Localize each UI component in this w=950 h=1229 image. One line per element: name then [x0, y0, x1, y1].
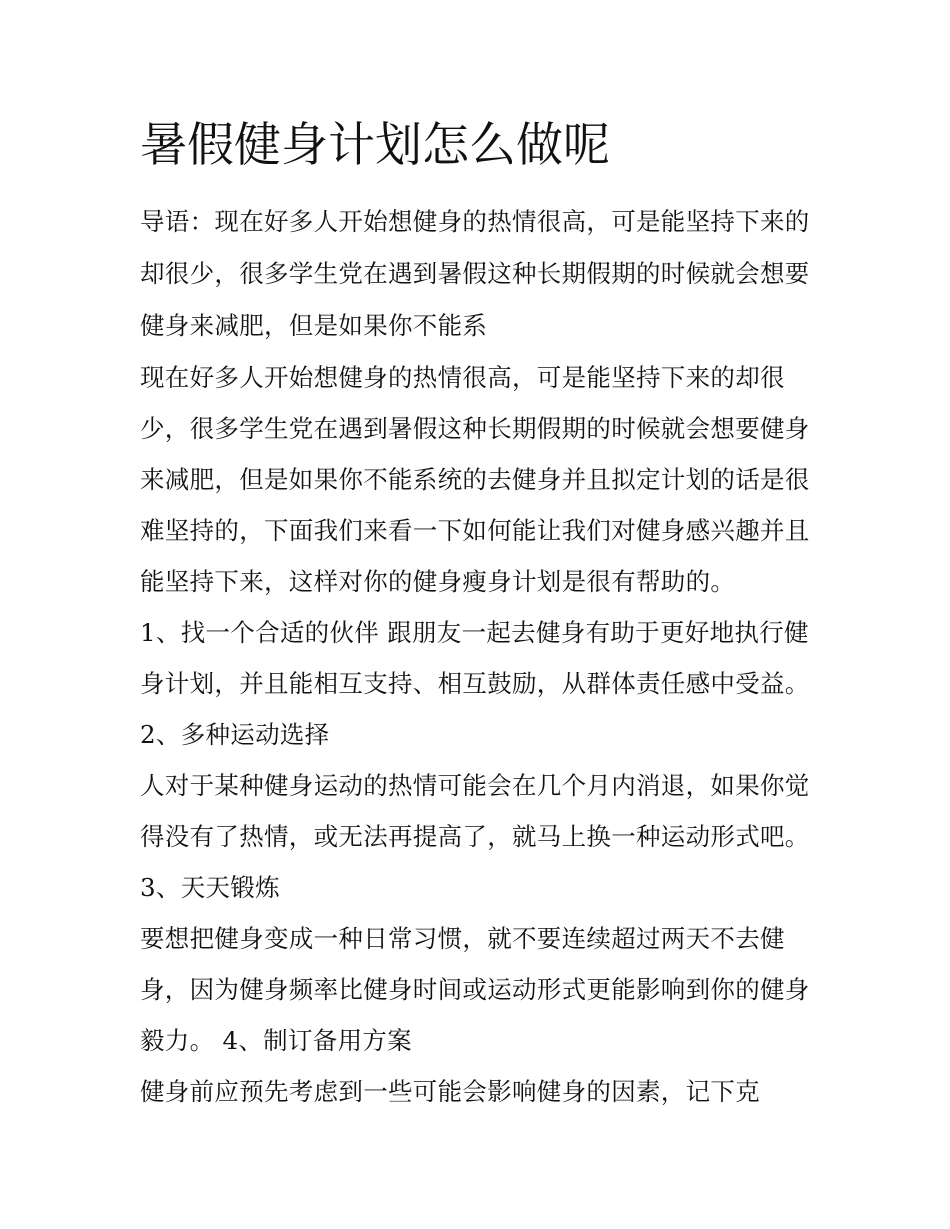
tip-2-line-1: 人对于某种健身运动的热情可能会在几个月内消退，如果你觉: [140, 771, 810, 800]
body-line-2: 少，很多学生党在遇到暑假这种长期假期的时候就会想要健身: [140, 414, 810, 443]
tip-4-line-1: 健身前应预先考虑到一些可能会影响健身的因素，记下克: [140, 1077, 760, 1106]
tip-2-heading: 2、多种运动选择: [140, 720, 330, 749]
body-line-5: 能坚持下来，这样对你的健身瘦身计划是很有帮助的。: [140, 567, 736, 596]
tip-3-line-1: 要想把健身变成一种日常习惯，就不要连续超过两天不去健: [140, 924, 785, 953]
intro-line-3: 健身来减肥，但是如果你不能系: [140, 311, 488, 340]
body-line-4: 难坚持的，下面我们来看一下如何能让我们对健身感兴趣并且: [140, 516, 810, 545]
tip-2-line-2: 得没有了热情，或无法再提高了，就马上换一种运动形式吧。: [140, 822, 810, 851]
body-line-1: 现在好多人开始想健身的热情很高，可是能坚持下来的却很: [140, 363, 785, 392]
tip-3-line-2: 身，因为健身频率比健身时间或运动形式更能影响到你的健身: [140, 975, 810, 1004]
tip-1-line-1: 1、找一个合适的伙伴 跟朋友一起去健身有助于更好地执行健: [140, 618, 809, 647]
intro-line-2: 却很少，很多学生党在遇到暑假这种长期假期的时候就会想要: [140, 259, 810, 288]
tip-1-line-2: 身计划，并且能相互支持、相互鼓励，从群体责任感中受益。: [140, 669, 810, 698]
intro-line-1: 导语：现在好多人开始想健身的热情很高，可是能坚持下来的: [140, 207, 810, 236]
tip-4-heading-line: 毅力。 4、制订备用方案: [140, 1026, 412, 1055]
document-title: 暑假健身计划怎么做呢: [140, 118, 610, 173]
body-line-3: 来减肥，但是如果你不能系统的去健身并且拟定计划的话是很: [140, 465, 810, 494]
tip-3-heading: 3、天天锻炼: [140, 873, 280, 902]
